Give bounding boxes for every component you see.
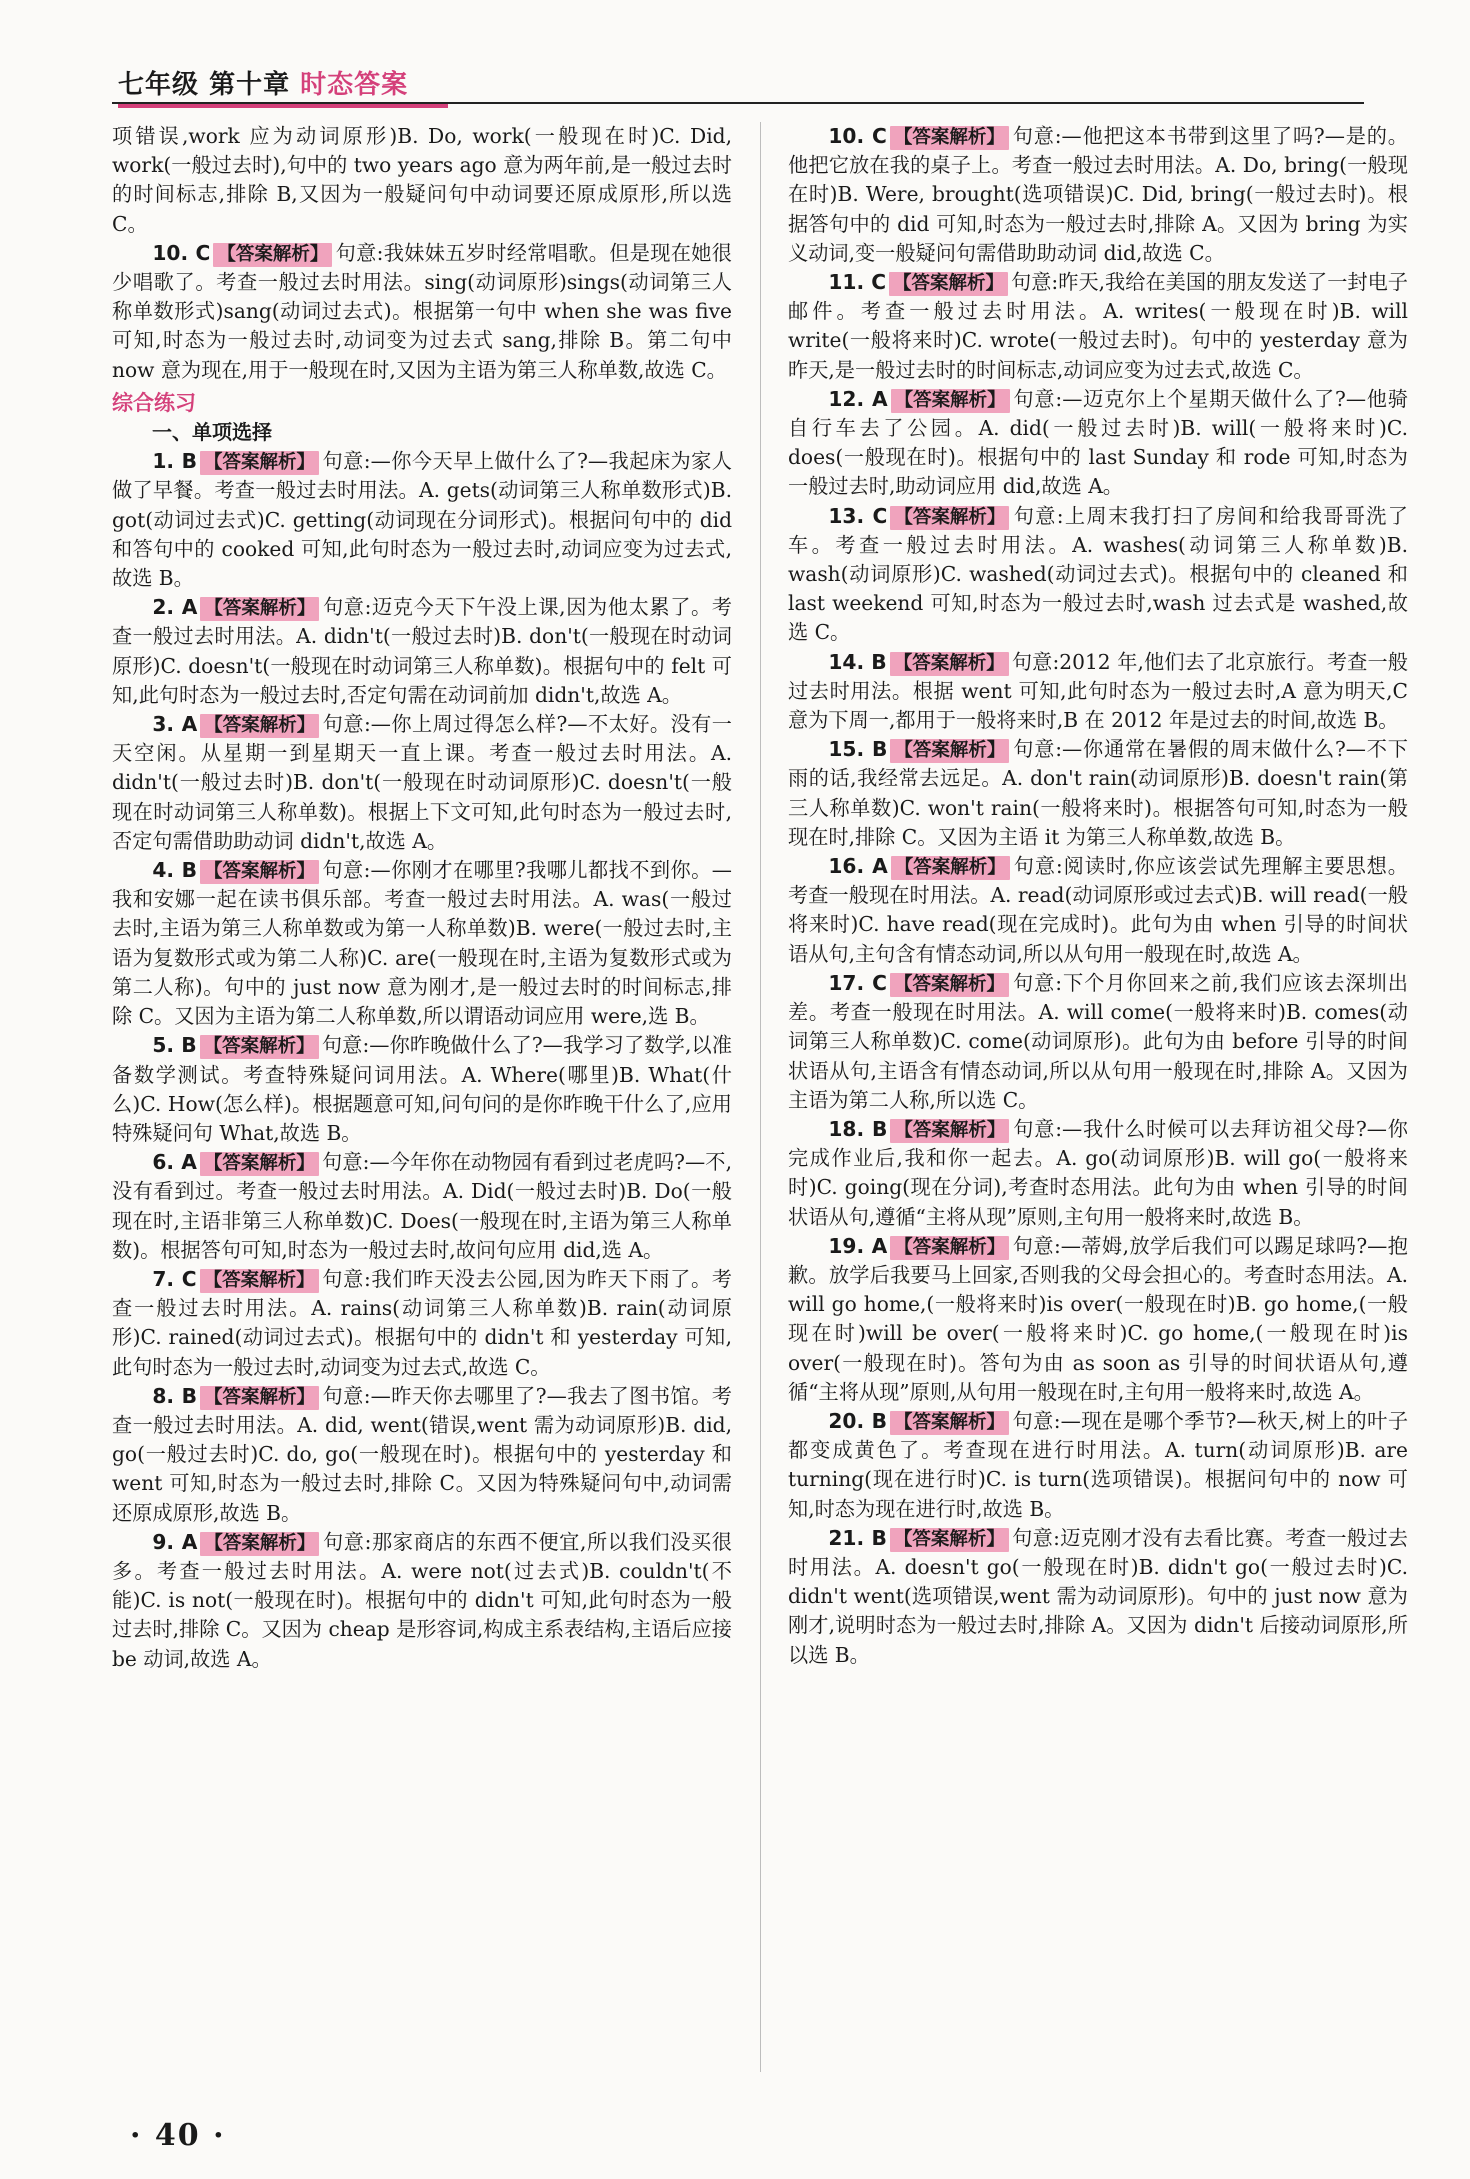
answer-tag: 【答案解析】: [890, 1119, 1009, 1143]
answer-number: 7. C: [152, 1266, 197, 1291]
answer-number: 2. A: [152, 595, 198, 620]
answer-text: 句意:—现在是哪个季节?—秋天,树上的叶子都变成黄色了。考查现在进行时用法。A. turn(动词原形)B. are turning(现在进行时)C. is turn(选项错误)。根据问句中的 now 可知,时态为现在进行时,故选 B。: [788, 1408, 1409, 1521]
answer-text: 句意:我们昨天没去公园,因为昨天下雨了。考查一般过去时用法。A. rains(动词第三人称单数)B. rain(动词原形)C. rained(动词过去式)。根据句中的 didn't 和 yesterday 可知,此句时态为一般过去时,动词变为过去式,故选 C。: [112, 1266, 732, 1379]
sub-title: 一、单项选择: [152, 420, 272, 445]
answer-number: 21. B: [828, 1525, 887, 1550]
answer-tag: 【答案解析】: [200, 1269, 319, 1293]
answer-tag: 【答案解析】: [890, 1528, 1009, 1552]
answer-item-19: [788, 1232, 1408, 1407]
header-grade: 七年级: [118, 70, 200, 100]
header-chapter: 第十章: [209, 70, 291, 100]
answer-tag: 【答案解析】: [890, 506, 1009, 530]
answer-tag: 【答案解析】: [890, 973, 1009, 997]
answer-number: 11. C: [828, 270, 887, 295]
answer-number: 16. A: [828, 854, 888, 879]
answer-text: 句意:阅读时,你应该尝试先理解主要思想。考查一般现在时用法。A. read(动词原形或过去式)B. will read(一般将来时)C. have read(现在完成时)。此句为由 when 引导的时间状语从句,主句含有情态动词,所以从句用一般现在时,故选 A。: [788, 854, 1408, 966]
answer-text: 句意:—你今天早上做什么了?—我起床为家人做了早餐。考查一般过去时用法。A. gets(动词第三人称单数形式)B. got(动词过去式)C. getting(动词现在分词形式)。根据问句中的 did 和答句中的 cooked 可知,此句时态为一般过去时,动词应变为过去式,故选 B。: [112, 449, 732, 591]
answer-text: 句意:—昨天你去哪里了?—我去了图书馆。考查一般过去时用法。A. did, went(错误,went 需为动词原形)B. did, go(一般过去时)C. do, go(一般现在时)。根据句中的 yesterday 和 went 可知,时态为一般过去时,排除 C。又因为特殊疑问句中,动词需还原成原形,故选 B。: [112, 1383, 732, 1525]
answer-tag: 【答案解析】: [200, 860, 319, 884]
answer-tag: 【答案解析】: [889, 272, 1008, 296]
header-section: 时态答案: [300, 70, 409, 100]
answer-text: 句意:昨天,我给在美国的朋友发送了一封电子邮件。考查一般过去时用法。A. writes(一般现在时)B. will write(一般将来时)C. wrote(一般过去时)。句中的 yesterday 意为昨天,是一般过去时的时间标志,动词应变为过去式,故选 C。: [788, 270, 1408, 382]
answer-tag: 【答案解析】: [200, 1152, 319, 1176]
page-number: · 40 ·: [130, 2118, 226, 2153]
answer-tag: 【答案解析】: [200, 597, 319, 621]
answer-tag: 【答案解析】: [891, 389, 1010, 413]
answer-text: 句意:—我什么时候可以去拜访祖父母?—你完成作业后,我和你一起去。A. go(动词原形)B. will go(一般将来时)C. going(现在分词),考查时态用法。此句为由 when 引导的时间状语从句,遵循“主将从现”原则,主句用一般将来时,故选 B。: [788, 1116, 1408, 1229]
answer-item-15: [788, 735, 1408, 852]
answer-number: 10. C: [828, 124, 887, 148]
answer-tag: 【答案解析】: [891, 856, 1010, 880]
section-title: 综合练习: [112, 390, 196, 415]
answer-item-8: [112, 1382, 732, 1528]
answer-item-1: [112, 447, 732, 593]
answer-number: 4. B: [152, 858, 197, 883]
header-accent-bar: [118, 104, 448, 108]
answer-item-4: [112, 856, 732, 1031]
answer-text: 句意:—你昨晚做什么了?—我学习了数学,以准备数学测试。考查特殊疑问词用法。A. Where(哪里)B. What(什么)C. How(怎么样)。根据题意可知,问句问的是你昨晚干什么了,应用特殊疑问句 What,故选 B。: [112, 1033, 733, 1145]
answer-tag: 【答案解析】: [890, 1411, 1009, 1435]
left-column: [112, 122, 732, 1674]
right-column: [788, 122, 1408, 1670]
answer-number: 17. C: [828, 970, 887, 995]
answer-text: 句意:—今年你在动物园有看到过老虎吗?—不,没有看到过。考查一般过去时用法。A. Did(一般过去时)B. Do(一般现在时,主语非第三人称单数)C. Does(一般现在时,主语为第三人称单数)。根据答句可知,时态为一般过去时,故问句应用 did,选 A。: [112, 1150, 732, 1262]
page-header: [112, 62, 1364, 104]
answer-tag: 【答案解析】: [200, 1035, 319, 1059]
answer-item-10: [788, 122, 1408, 268]
header-title: [118, 64, 408, 101]
answer-number: 9. A: [152, 1529, 198, 1554]
answer-text: 句意:2012 年,他们去了北京旅行。考查一般过去时用法。根据 went 可知,此句时态为一般过去时,A 意为明天,C 意为下周一,都用于一般将来时,B 在 2012 年是过去的时间,故选 B。: [788, 649, 1408, 733]
answer-text: 句意:—蒂姆,放学后我们可以踢足球吗?—抱歉。放学后我要马上回家,否则我的父母会担心的。考查时态用法。A. will go home,(一般将来时)is over(一般现在时)B. go home,(一般现在时)will be over(一般将来时)C. go home,(一般现在时)is over(一般现在时)。答句为由 as soon as 引导的时间状语从句,遵循“主将从现”原则,从句用一般现在时,主句用一般将来时,故选 A。: [788, 1233, 1408, 1404]
answer-item-11: [788, 268, 1408, 385]
answer-item-2: [112, 593, 732, 710]
answer-text: 句意:下个月你回来之前,我们应该去深圳出差。考查一般现在时用法。A. will come(一般将来时)B. comes(动词第三人称单数)C. come(动词原形)。此句为由 before 引导的时间状语从句,主语含有情态动词,所以从句用一般现在时,排除 A。又因为主语为第二人称,所以选 C。: [788, 970, 1408, 1112]
answer-number: 6. A: [152, 1150, 197, 1175]
answer-item-14: [788, 648, 1408, 736]
answer-text: 句意:—你通常在暑假的周末做什么?—不下雨的话,我经常去远足。A. don't rain(动词原形)B. doesn't rain(第三人称单数)C. won't rain(一般将来时)。根据答句可知,时态为一般现在时,排除 C。又因为主语 it 为第三人称单数,故选 B。: [788, 737, 1408, 849]
answer-text: 句意:—你上周过得怎么样?—不太好。没有一天空闲。从星期一到星期天一直上课。考查一般过去时用法。A. didn't(一般过去时)B. don't(一般现在时动词原形)C. doesn't(一般现在时动词第三人称单数)。根据上下文可知,此句时态为一般过去时,否定句需借助助动词 didn't,故选 A。: [112, 712, 732, 853]
answer-tag: 【答案解析】: [200, 451, 319, 475]
answer-item-13: [788, 502, 1408, 648]
answer-item-7: [112, 1265, 732, 1382]
answer-tag: 【答案解析】: [890, 739, 1009, 763]
answer-text: 句意:我妹妹五岁时经常唱歌。但是现在她很少唱歌了。考查一般过去时用法。sing(动词原形)sings(动词第三人称单数形式)sang(动词过去式)。根据第一句中 when she was five 可知,时态为一般过去时,动词变为过去式 sang,排除 B。第二句中 now 意为现在,用于一般现在时,又因为主语为第三人称单数,故选 C。: [112, 240, 732, 382]
answer-number: 1. B: [152, 449, 197, 474]
answer-number: 5. B: [152, 1033, 197, 1058]
answer-text: 句意:—他把这本书带到这里了吗?—是的。他把它放在我的桌子上。考查一般过去时用法。A. Do, bring(一般现在时)B. Were, brought(选项错误)C. Did, bring(一般过去时)。根据答句中的 did 可知,时态为一般过去时,排除 A。又因为 bring 为实义动词,变一般疑问句需借助助动词 did,故选 C。: [788, 124, 1408, 265]
left-intro: 项错误,work 应为动词原形)B. Do, work(一般现在时)C. Did, work(一般过去时),句中的 two years ago 意为两年前,是一般过去时的时间标志,排除 B,又因为一般疑问句中动词要还原成原形,所以选 C。: [112, 124, 732, 236]
answer-item-10: [112, 239, 732, 385]
answer-item-17: [788, 969, 1408, 1115]
answer-tag: 【答案解析】: [213, 243, 332, 267]
answer-item-3: [112, 710, 732, 856]
answer-item-18: [788, 1115, 1408, 1232]
answer-tag: 【答案解析】: [200, 1532, 319, 1556]
answer-item-20: [788, 1407, 1408, 1524]
answer-number: 20. B: [828, 1408, 888, 1433]
answer-number: 12. A: [828, 386, 888, 411]
answer-number: 13. C: [828, 503, 888, 528]
answer-tag: 【答案解析】: [890, 652, 1009, 676]
answer-item-16: [788, 852, 1408, 969]
answer-item-12: [788, 385, 1408, 502]
answer-tag: 【答案解析】: [200, 714, 319, 738]
answer-tag: 【答案解析】: [200, 1386, 319, 1410]
answer-text: 句意:那家商店的东西不便宜,所以我们没买很多。考查一般过去时用法。A. were not(过去式)B. couldn't(不能)C. is not(一般现在时)。根据句中的 didn't 可知,此句时态为一般过去时,排除 C。又因为 cheap 是形容词,构成主系表结构,主语后应接 be 动词,故选 A。: [112, 1529, 732, 1671]
answer-item-21: [788, 1524, 1408, 1670]
answer-text: 句意:—你刚才在哪里?我哪儿都找不到你。—我和安娜一起在读书俱乐部。考查一般过去时用法。A. was(一般过去时,主语为第三人称单数或为第一人称单数)B. were(一般过去时,主语为复数形式或为第二人称)C. are(一般现在时,主语为复数形式或为第二人称)。句中的 just now 意为刚才,是一般过去时的时间标志,排除 C。又因为主语为第二人称单数,所以谓语动词应用 were,选 B。: [112, 858, 732, 1029]
answer-text: 句意:—迈克尔上个星期天做什么了?—他骑自行车去了公园。A. did(一般过去时)B. will(一般将来时)C. does(一般现在时)。根据句中的 last Sunday 和 rode 可知,时态为一般过去时,助动词应用 did,故选 A。: [788, 386, 1408, 499]
answer-text: 句意:上周末我打扫了房间和给我哥哥洗了车。考查一般过去时用法。A. washes(动词第三人称单数)B. wash(动词原形)C. washed(动词过去式)。根据句中的 cleaned 和 last weekend 可知,时态为一般过去时,wash 过去式是 washed,故选 C。: [788, 503, 1408, 645]
answer-number: 14. B: [828, 649, 887, 674]
answer-text: 句意:迈克刚才没有去看比赛。考查一般过去时用法。A. doesn't go(一般现在时)B. didn't go(一般过去时)C. didn't went(选项错误,went 需为动词原形)。句中的 just now 意为刚才,说明时态为一般过去时,排除 A。又因为 didn't 后接动词原形,所以选 B。: [788, 1525, 1408, 1667]
answer-item-6: [112, 1148, 732, 1265]
answer-text: 句意:迈克今天下午没上课,因为他太累了。考查一般过去时用法。A. didn't(一般过去时)B. don't(一般现在时动词原形)C. doesn't(一般现在时动词第三人称单数)。根据句中的 felt 可知,此句时态为一般过去时,否定句需在动词前加 didn't,故选 A。: [112, 595, 732, 707]
answer-number: 8. B: [152, 1383, 197, 1408]
column-divider: [760, 122, 761, 2072]
answer-number: 19. A: [828, 1233, 888, 1258]
answer-tag: 【答案解析】: [890, 1236, 1009, 1260]
answer-number: 18. B: [828, 1116, 888, 1141]
answer-number: 10. C: [152, 240, 211, 265]
answer-tag: 【答案解析】: [890, 126, 1009, 150]
answer-number: 3. A: [152, 712, 198, 737]
answer-item-5: [112, 1031, 732, 1148]
answer-number: 15. B: [828, 737, 888, 762]
answer-item-9: [112, 1528, 732, 1674]
